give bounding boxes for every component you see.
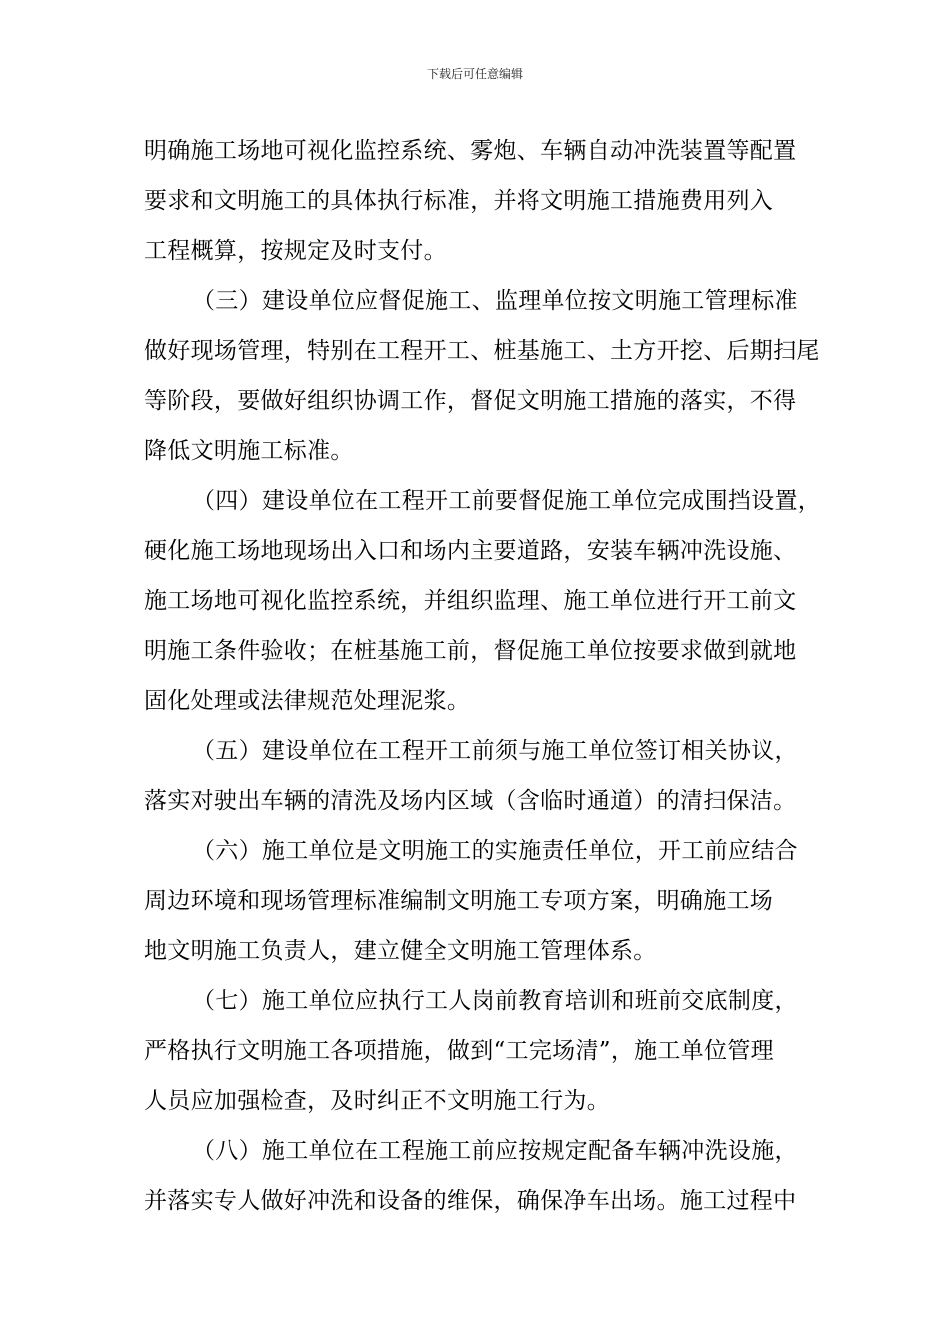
text-line: （三）建设单位应督促施工、监理单位按文明施工管理标准 <box>192 288 798 314</box>
text-line: 落实对驶出车辆的清洗及场内区域（含临时通道）的清扫保洁。 <box>144 788 797 814</box>
text-line: 降低文明施工标准。 <box>144 438 354 464</box>
text-line: 硬化施工场地现场出入口和场内主要道路，安装车辆冲洗设施、 <box>144 538 797 564</box>
text-line: （四）建设单位在工程开工前要督促施工单位完成围挡设置， <box>192 488 822 514</box>
text-line: 周边环境和现场管理标准编制文明施工专项方案，明确施工场 <box>144 888 774 914</box>
text-line: 做好现场管理，特别在工程开工、桩基施工、土方开挖、后期扫尾 <box>144 338 820 364</box>
download-note: 下载后可任意编辑 <box>426 67 523 81</box>
text-line: （五）建设单位在工程开工前须与施工单位签订相关协议， <box>192 738 798 764</box>
document-body <box>144 126 824 1226</box>
text-line: （八）施工单位在工程施工前应按规定配备车辆冲洗设施， <box>192 1138 798 1164</box>
text-line: （七）施工单位应执行工人岗前教育培训和班前交底制度， <box>192 988 798 1014</box>
text-line: 固化处理或法律规范处理泥浆。 <box>144 688 471 714</box>
text-line: （六）施工单位是文明施工的实施责任单位，开工前应结合 <box>192 838 798 864</box>
text-line: 明施工条件验收；在桩基施工前，督促施工单位按要求做到就地 <box>144 638 797 664</box>
text-line: 要求和文明施工的具体执行标准，并将文明施工措施费用列入 <box>144 188 774 214</box>
text-line: 明确施工场地可视化监控系统、雾炮、车辆自动冲洗装置等配置 <box>144 138 797 164</box>
text-line: 严格执行文明施工各项措施，做到“工完场清”，施工单位管理 <box>144 1038 774 1064</box>
text-line: 施工场地可视化监控系统，并组织监理、施工单位进行开工前文 <box>144 588 797 614</box>
text-line: 并落实专人做好冲洗和设备的维保，确保净车出场。施工过程中 <box>144 1188 797 1214</box>
text-line: 人员应加强检查，及时纠正不文明施工行为。 <box>144 1088 610 1114</box>
text-line: 等阶段，要做好组织协调工作，督促文明施工措施的落实，不得 <box>144 388 797 414</box>
text-line: 地文明施工负责人，建立健全文明施工管理体系。 <box>144 938 657 964</box>
text-line: 工程概算，按规定及时支付。 <box>144 238 447 264</box>
